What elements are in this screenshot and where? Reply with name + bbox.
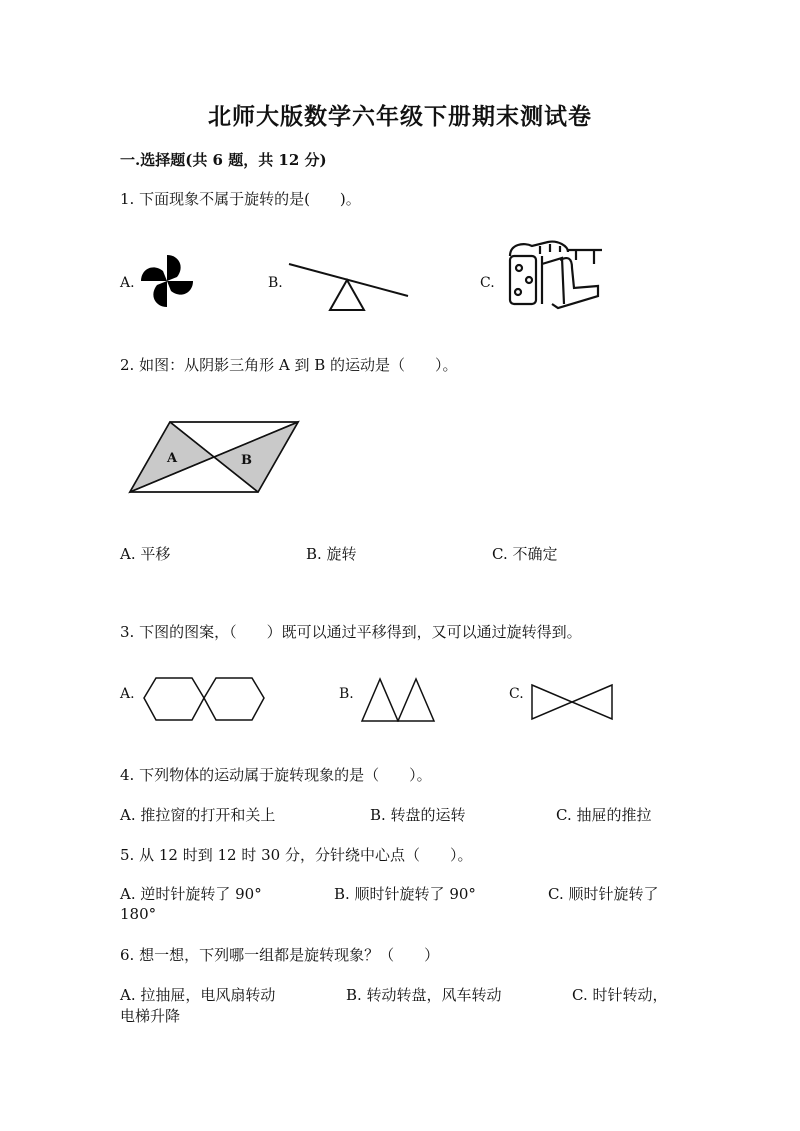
double-triangle-icon	[360, 677, 438, 723]
q6-option-c-wrap: 电梯升降	[120, 1007, 181, 1025]
question-3: 3. 下图的图案，（ ）既可以通过平移得到，又可以通过旋转得到。	[120, 623, 582, 641]
q5-option-c-wrap: 180°	[120, 905, 157, 923]
q3-option-c-label: C.	[509, 686, 524, 702]
q5-option-a: A. 逆时针旋转了 90°	[120, 885, 262, 903]
q1-option-c-label: C.	[480, 275, 495, 291]
triangle-b	[214, 422, 298, 492]
question-2: 2. 如图：从阴影三角形 A 到 B 的运动是（ ）。	[120, 356, 458, 374]
question-1: 1. 下面现象不属于旋转的是( )。	[120, 190, 361, 208]
q2-option-a: A. 平移	[120, 545, 171, 563]
triangle-b-label: B	[241, 453, 252, 468]
q2-option-b: B. 旋转	[306, 545, 357, 563]
q4-option-c: C. 抽屉的推拉	[556, 806, 652, 824]
pinwheel-icon	[138, 252, 198, 310]
q3-option-a-label: A.	[120, 686, 135, 702]
double-hexagon-icon	[142, 676, 268, 722]
question-5: 5. 从 12 时到 12 时 30 分，分针绕中心点（ ）。	[120, 846, 473, 864]
q4-option-b: B. 转盘的运转	[370, 806, 466, 824]
parallelogram-figure	[128, 420, 300, 496]
section-heading: 一.选择题(共 6 题，共 12 分)	[120, 151, 327, 169]
q2-option-c: C. 不确定	[492, 545, 558, 563]
question-4: 4. 下列物体的运动属于旋转现象的是（ ）。	[120, 766, 432, 784]
q4-option-a: A. 推拉窗的打开和关上	[120, 806, 276, 824]
q6-option-c: C. 时针转动，	[572, 986, 668, 1004]
q1-option-b-label: B.	[268, 275, 283, 291]
q6-option-a: A. 拉抽屉，电风扇转动	[120, 986, 276, 1004]
q5-option-c: C. 顺时针旋转了	[548, 885, 659, 903]
bowtie-icon	[530, 683, 614, 721]
q5-option-b: B. 顺时针旋转了 90°	[334, 885, 476, 903]
q3-option-b-label: B.	[339, 686, 354, 702]
slide-icon	[502, 238, 604, 312]
triangle-a-label: A	[167, 451, 178, 466]
q1-option-a-label: A.	[120, 275, 135, 291]
seesaw-icon	[286, 258, 412, 312]
q6-option-b: B. 转动转盘，风车转动	[346, 986, 502, 1004]
page-title: 北师大版数学六年级下册期末测试卷	[208, 103, 592, 130]
question-6: 6. 想一想，下列哪一组都是旋转现象？（ ）	[120, 946, 440, 964]
